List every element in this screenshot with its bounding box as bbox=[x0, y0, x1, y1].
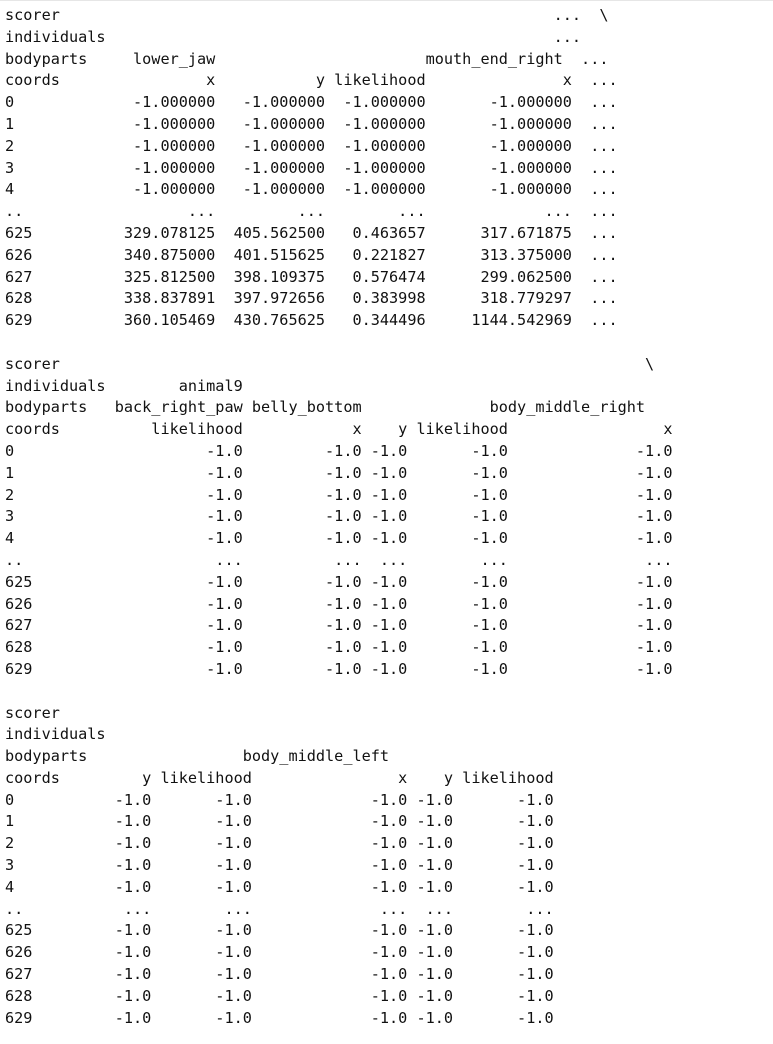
block-1-line-10: .. ... ... ... ... ... bbox=[5, 202, 618, 221]
block-1-line-3: bodyparts lower_jaw mouth_end_right ... bbox=[5, 49, 609, 68]
block-3-line-1: scorer bbox=[5, 703, 60, 722]
block-1-line-2: individuals ... bbox=[5, 27, 582, 46]
block-2-line-8: 3 -1.0 -1.0 -1.0 -1.0 -1.0 bbox=[5, 507, 673, 526]
dataframe-block-1 bbox=[5, 5, 673, 332]
block-1-line-5: 0 -1.000000 -1.000000 -1.000000 -1.000000 ... bbox=[5, 93, 618, 112]
block-2-line-5: 0 -1.0 -1.0 -1.0 -1.0 -1.0 bbox=[5, 441, 673, 460]
block-2-line-10: .. ... ... ... ... ... bbox=[5, 550, 673, 569]
block-2-line-4: coords likelihood x y likelihood x bbox=[5, 420, 673, 439]
block-2-line-6: 1 -1.0 -1.0 -1.0 -1.0 -1.0 bbox=[5, 463, 673, 482]
block-3-line-7: 2 -1.0 -1.0 -1.0 -1.0 -1.0 bbox=[5, 834, 554, 853]
dataframe-output bbox=[5, 5, 673, 1029]
block-2-line-3: bodyparts back_right_paw belly_bottom body_middle_right bbox=[5, 398, 646, 417]
block-2-line-15: 629 -1.0 -1.0 -1.0 -1.0 -1.0 bbox=[5, 659, 673, 678]
block-2-line-14: 628 -1.0 -1.0 -1.0 -1.0 -1.0 bbox=[5, 638, 673, 657]
top-divider bbox=[0, 0, 773, 1]
block-1-line-9: 4 -1.000000 -1.000000 -1.000000 -1.000000 ... bbox=[5, 180, 618, 199]
block-3-line-3: bodyparts body_middle_left bbox=[5, 747, 390, 766]
block-3-line-12: 626 -1.0 -1.0 -1.0 -1.0 -1.0 bbox=[5, 943, 554, 962]
block-2-line-13: 627 -1.0 -1.0 -1.0 -1.0 -1.0 bbox=[5, 616, 673, 635]
block-3-line-13: 627 -1.0 -1.0 -1.0 -1.0 -1.0 bbox=[5, 965, 554, 984]
dataframe-block-2 bbox=[5, 354, 673, 681]
block-2-line-12: 626 -1.0 -1.0 -1.0 -1.0 -1.0 bbox=[5, 594, 673, 613]
block-1-line-1: scorer ... \ bbox=[5, 6, 609, 24]
block-3-line-10: .. ... ... ... ... ... bbox=[5, 899, 554, 918]
block-3-line-5: 0 -1.0 -1.0 -1.0 -1.0 -1.0 bbox=[5, 790, 554, 809]
block-1-line-4: coords x y likelihood x ... bbox=[5, 71, 618, 90]
block-3-line-6: 1 -1.0 -1.0 -1.0 -1.0 -1.0 bbox=[5, 812, 554, 831]
block-1-line-12: 626 340.875000 401.515625 0.221827 313.375000 ... bbox=[5, 245, 618, 264]
block-3-line-9: 4 -1.0 -1.0 -1.0 -1.0 -1.0 bbox=[5, 877, 554, 896]
block-1-line-6: 1 -1.000000 -1.000000 -1.000000 -1.000000 ... bbox=[5, 114, 618, 133]
block-3-line-14: 628 -1.0 -1.0 -1.0 -1.0 -1.0 bbox=[5, 986, 554, 1005]
block-2-line-9: 4 -1.0 -1.0 -1.0 -1.0 -1.0 bbox=[5, 529, 673, 548]
block-3-line-8: 3 -1.0 -1.0 -1.0 -1.0 -1.0 bbox=[5, 856, 554, 875]
block-3-line-15: 629 -1.0 -1.0 -1.0 -1.0 -1.0 bbox=[5, 1008, 554, 1027]
block-1-line-14: 628 338.837891 397.972656 0.383998 318.779297 ... bbox=[5, 289, 618, 308]
dataframe-block-3 bbox=[5, 703, 673, 1030]
block-1-line-11: 625 329.078125 405.562500 0.463657 317.671875 ... bbox=[5, 223, 618, 242]
block-1-line-7: 2 -1.000000 -1.000000 -1.000000 -1.000000 ... bbox=[5, 136, 618, 155]
block-3-line-2: individuals bbox=[5, 725, 106, 744]
block-1-line-15: 629 360.105469 430.765625 0.344496 1144.542969 ... bbox=[5, 311, 618, 330]
block-3-line-4: coords y likelihood x y likelihood bbox=[5, 768, 554, 787]
block-2-line-1: scorer \ bbox=[5, 354, 655, 373]
block-2-line-7: 2 -1.0 -1.0 -1.0 -1.0 -1.0 bbox=[5, 485, 673, 504]
block-2-line-2: individuals animal9 bbox=[5, 376, 243, 395]
block-2-line-11: 625 -1.0 -1.0 -1.0 -1.0 -1.0 bbox=[5, 572, 673, 591]
block-1-line-8: 3 -1.000000 -1.000000 -1.000000 -1.000000 ... bbox=[5, 158, 618, 177]
block-3-line-11: 625 -1.0 -1.0 -1.0 -1.0 -1.0 bbox=[5, 921, 554, 940]
block-1-line-13: 627 325.812500 398.109375 0.576474 299.062500 ... bbox=[5, 267, 618, 286]
